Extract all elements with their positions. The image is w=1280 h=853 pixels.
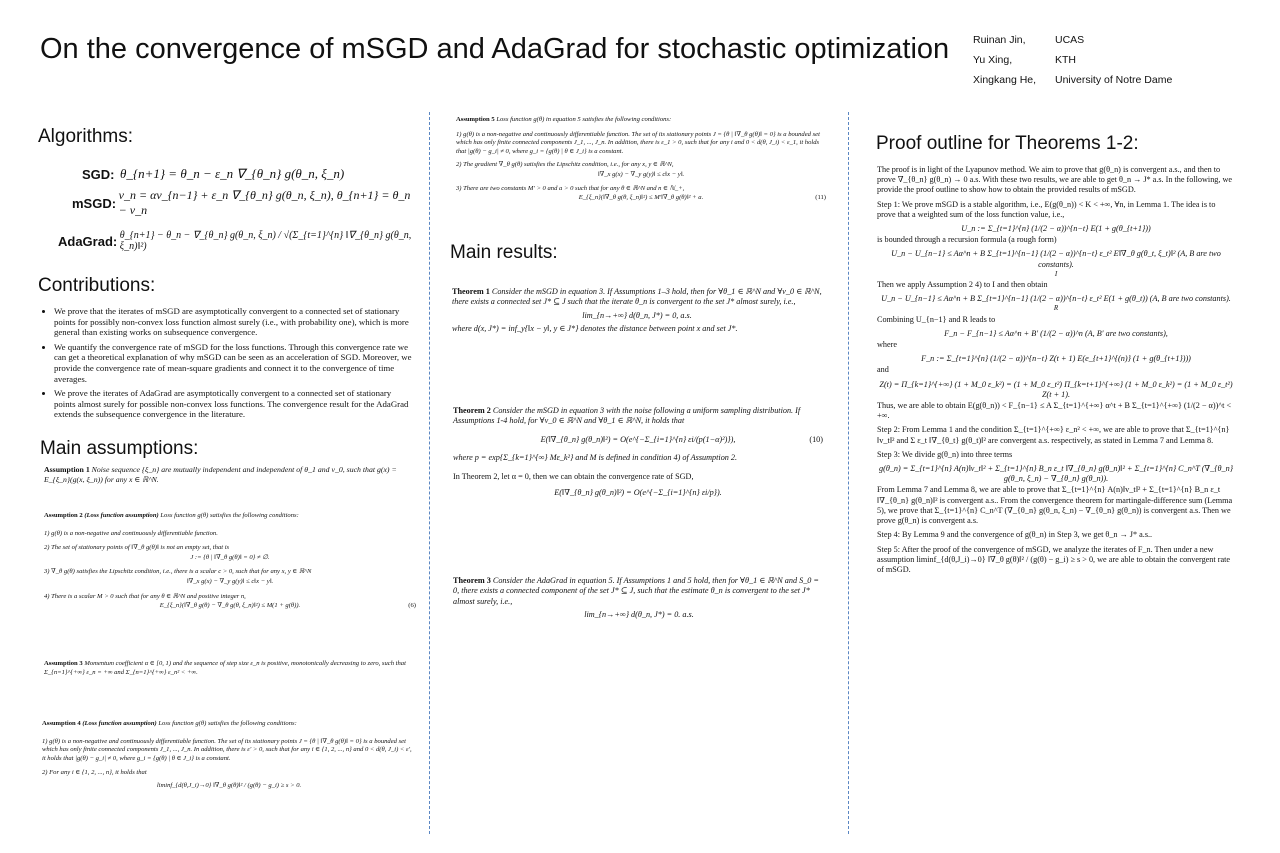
main-results-heading: Main results: <box>450 242 558 263</box>
author-affiliation: KTH <box>1055 54 1076 66</box>
theorem-text: Consider the mSGD in equation 3 with the noise following a uniform sampling distribution. If Assumptions 1-4 hold, for ∀v_0 ∈ ℝ^N and ∀θ_1 ∈ ℝ^N, it holds that <box>453 406 801 426</box>
proof-text: Then we apply Assumption 2 4) to I and then obtain <box>877 280 1048 290</box>
equation-number: (6) <box>408 602 416 610</box>
assumption-3 <box>44 660 416 677</box>
theorem-label: Theorem 3 <box>453 576 491 585</box>
assumption-item: 1) g(θ) is a non-negative and continuously differentiable function. The set of its stationary points J = {θ | ‖∇_θ g(θ)‖ = 0} is a bounded set which has only finite connected components J_1, ..., J_n. In addition, there is ε′ > 0, such that for any i ∈ {1, 2, ..., n} and 0 < d(θ, J_i) < ε′, it holds that |g(θ) − g_i| ≠ 0, where g_i = {g(θ) | θ ∈ J_i} is a constant. <box>42 737 412 762</box>
theorem-text: Consider the AdaGrad in equation 5. If Assumptions 1 and 5 hold, then for ∀θ_1 ∈ ℝ^N and S_0 = 0, there exists a connected component of the set J* ⊆ J, such that the estimate θ_n is convergent to the set J* almost surely, i.e., <box>453 576 819 606</box>
brace-label: R <box>1053 304 1059 313</box>
column-divider <box>848 112 849 834</box>
theorem-note: where d(x, J*) = inf_y{‖x − y‖, y ∈ J*} denotes the distance between point x and set J*. <box>452 324 738 334</box>
assumption-subtitle: (Loss function assumption) <box>82 720 157 727</box>
assumption-2 <box>44 512 416 612</box>
assumption-item: 2) The gradient ∇_θ g(θ) satisfies the Lipschitz condition, i.e., for any x, y ∈ ℝ^N, <box>456 161 674 169</box>
author-name: Ruinan Jin, <box>973 34 1026 46</box>
proof-outline <box>877 165 1235 579</box>
contribution-item: • We quantify the convergence rate of mSGD for the loss functions. Through this convergence rate we can get a theoretical explanation of why mSGD can be seen as an acceleration of SGD. Moreover, we provide the convergence rate of mean-square gradients and connect it to the convergence of time averages. <box>54 342 414 384</box>
theorem-3 <box>453 576 825 624</box>
assumption-equation: J := {θ | ‖∇_θ g(θ)‖ = 0} ≠ ∅. <box>190 553 270 561</box>
equation-number: (10) <box>809 434 823 444</box>
theorem-equation: E(‖∇_{θ_n} g(θ_n)‖²) = O(e^{−Σ_{i=1}^{n} εi/p}). <box>554 488 722 498</box>
algorithm-label: mSGD: <box>72 195 117 211</box>
assumption-1 <box>44 465 416 485</box>
theorem-label: Theorem 1 <box>452 287 490 296</box>
authors-block <box>973 30 1172 90</box>
assumption-equation: ‖∇_x g(x) − ∇_y g(y)‖ ≤ c‖x − y‖. <box>597 170 685 178</box>
algorithm-formula: θ_{n+1} = θ_n − ε_n ∇_{θ_n} g(θ_n, ξ_n) <box>120 166 345 181</box>
assumption-equation-row <box>456 194 826 203</box>
poster-title: On the convergence of mSGD and AdaGrad for stochastic optimization <box>40 33 950 65</box>
proof-heading: Proof outline for Theorems 1-2: <box>876 133 1139 154</box>
proof-equation: Z(t) = Π_{k=1}^{+∞} (1 + M_0 ε_k²) = (1 + M_0 ε_t²) Π_{k=t+1}^{+∞} (1 + M_0 ε_k²) = (1 + M_0 ε_t²) Z(t + 1). <box>879 379 1233 399</box>
theorem-1 <box>452 287 822 335</box>
algorithm-formula: v_n = αv_{n−1} + ε_n ∇_{θ_n} g(θ_n, ξ_n), θ_{n+1} = θ_n − v_n <box>118 188 411 217</box>
contribution-item: • We prove the iterates of AdaGrad are asymptotically convergent to a connected set of stationary points almost surely for possible non-convex loss functions. The convergence result for the AdaGrad extends the subsequence convergence in the literature. <box>54 388 414 420</box>
assumption-text: Momentum coefficient α ∈ [0, 1) and the sequence of step size ε_n is positive, monotonically decreasing to zero, such that Σ_{n=1}^{+∞} ε_n = +∞ and Σ_{n=1}^{+∞} ε_n² < +∞. <box>44 660 406 676</box>
assumption-equation: ‖∇_x g(x) − ∇_y g(y)‖ ≤ c‖x − y‖. <box>186 577 274 585</box>
assumption-label: Assumption 4 <box>42 720 81 727</box>
contributions-heading: Contributions: <box>38 275 156 296</box>
assumptions-heading: Main assumptions: <box>40 438 199 459</box>
proof-step-5: Step 5: After the proof of the convergence of mSGD, we analyze the iterates of F_n. Then under a new assumption liminf_{d(θ,J_i)→0} ‖∇_θ g(θ)‖² / (g(θ) − g_i) ≥ s > 0, we are able to obtain the convergent rate of mSGD. <box>877 544 1230 574</box>
algorithm-label: AdaGrad: <box>58 233 118 249</box>
algorithm-row-msgd <box>72 188 420 217</box>
brace-label: I <box>1054 269 1058 278</box>
proof-text: where <box>877 340 898 350</box>
assumption-item: 3) ∇_θ g(θ) satisfies the Lipschitz condition, i.e., there is a scalar c > 0, such that for any x, y ∈ ℝ^N <box>44 568 312 576</box>
theorem-remark: In Theorem 2, let α = 0, then we can obtain the convergence rate of SGD, <box>453 471 694 481</box>
algorithms-heading: Algorithms: <box>38 126 134 147</box>
proof-equation: F_n − F_{n−1} ≤ Aα^n + B′ (1/(2 − α))^n (A, B′ are two constants), <box>944 328 1168 338</box>
assumption-text: Noise sequence {ξ_n} are mutually independent and independent of θ_1 and v_0, such that g(x) = E_{ξ_n}(g(x, ξ_n)) for any x ∈ ℝ^N. <box>44 465 397 484</box>
assumption-item: 4) There is a scalar M > 0 such that for any θ ∈ ℝ^N and positive integer n, <box>44 592 246 600</box>
proof-step-4: Step 4: By Lemma 9 and the convergence of g(θ_n) in Step 3, we get θ_n → J* a.s.. <box>877 530 1153 540</box>
assumption-label: Assumption 3 <box>44 660 83 667</box>
theorem-equation: lim_{n→+∞} d(θ_n, J*) = 0, a.s. <box>582 310 692 320</box>
author-affiliation: UCAS <box>1055 34 1085 46</box>
proof-text: is bounded through a recursion formula (a rough form) <box>877 235 1057 245</box>
assumption-equation: E_{ξ_n}(‖∇_θ g(θ, ξ_n)‖²) ≤ M′‖∇_θ g(θ)‖² + a. <box>578 194 704 202</box>
proof-step-2: Step 2: From Lemma 1 and the condition Σ_{t=1}^{+∞} ε_n² < +∞, we are able to prove that Σ_{t=1}^{n} ‖v_t‖² and Σ ε_t ‖∇_{θ_t} g(θ_t)‖² are convergent a.s. respectively, as stated in Lemma 7 and Lemma 8. <box>877 425 1230 445</box>
assumption-item: 3) There are two constants M′ > 0 and a > 0 such that for any θ ∈ ℝ^N and n ∈ ℕ_+, <box>456 184 685 192</box>
assumption-text: Loss function g(θ) in equation 5 satisfies the following conditions: <box>496 116 672 123</box>
assumption-equation-row <box>44 602 416 611</box>
assumption-label: Assumption 1 <box>44 465 90 474</box>
proof-text: Combining U_{n−1} and R leads to <box>877 314 996 324</box>
column-divider <box>429 112 430 834</box>
assumption-label: Assumption 2 <box>44 512 83 519</box>
theorem-equation: lim_{n→+∞} d(θ_n, J*) = 0. a.s. <box>584 610 694 620</box>
assumption-equation: E_{ξ_n}(‖∇_θ g(θ) − ∇_θ g(θ, ξ_n)‖²) ≤ M(1 + g(θ)). <box>159 602 301 610</box>
author-row <box>973 30 1172 50</box>
contribution-item: • We prove that the iterates of mSGD are asymptotically convergent to a connected set of stationary points for possibly non-convex loss function almost surely (i.e., with probability one), which is more general than existing works on subsequence convergence. <box>54 306 414 338</box>
algorithm-list <box>58 164 420 255</box>
algorithm-row-sgd <box>80 164 420 184</box>
assumption-item: 1) g(θ) is a non-negative and continuously differentiable function. <box>44 529 218 537</box>
theorem-2 <box>453 406 823 499</box>
theorem-label: Theorem 2 <box>453 406 491 415</box>
author-name: Xingkang He, <box>973 74 1037 86</box>
theorem-equation: E(‖∇_{θ_n} g(θ_n)‖²) = O(e^{−Σ_{i=1}^{n} εi/(p(1−α)²)}), <box>540 434 736 444</box>
author-row <box>973 50 1172 70</box>
author-affiliation: University of Notre Dame <box>1055 74 1173 86</box>
proof-text: and <box>877 365 889 375</box>
proof-equation: F_n := Σ_{t=1}^{n} (1/(2 − α))^{n−t} Z(t + 1) E(e_{t+1}^{(n)} (1 + g(θ_{t+1}))) <box>921 354 1191 364</box>
assumption-item: 2) The set of stationary points of ‖∇_θ g(θ)‖ is not an empty set, that is <box>44 544 230 552</box>
contributions-list <box>40 306 414 424</box>
equation-number: (11) <box>815 194 826 202</box>
theorem-where: where p = exp{Σ_{k=1}^{∞} Mε_k²} and M is defined in condition 4) of Assumption 2. <box>453 453 738 463</box>
author-name: Yu Xing, <box>973 54 1013 66</box>
proof-text: Thus, we are able to obtain E(g(θ_n)) < F_{n−1} ≤ A Σ_{t=1}^{+∞} α^t + B Σ_{t=1}^{+∞} (1/(2 − α))^t < +∞. <box>877 401 1232 421</box>
proof-text: From Lemma 7 and Lemma 8, we are able to prove that Σ_{t=1}^{n} A(n)‖v_t‖² + Σ_{t=1}^{n} B_n ε_t ‖∇_{θ_n} g(θ_n)‖² is convergent a.s.. From the convergence theorem for martingale-difference sum (Lemma 5), we prove that Σ_{t=1}^{n} C_n^T (∇_{θ_n} g(θ_n, ξ_n) − ∇_{θ_n} g(θ_n)) is convergent a.s. Then we prove g(θ_n) is convergent a.s. <box>877 485 1233 526</box>
theorem-text: Consider the mSGD in equation 3. If Assumptions 1–3 hold, then for ∀θ_1 ∈ ℝ^N and ∀v_0 ∈ ℝ^N, there exists a connected set J* ⊆ J such that the iterate θ_n is convergent to the set J* almost surely, i.e., <box>452 287 822 307</box>
proof-step-1: Step 1: We prove mSGD is a stable algorithm, i.e., E(g(θ_n)) < K < +∞, ∀n, in Lemma 1. The idea is to prove that a weighted sum of the loss function value, i.e., <box>877 199 1216 219</box>
assumption-item: 1) g(θ) is a non-negative and continuously differentiable function. The set of its stationary points J = {θ | ‖∇_θ g(θ)‖ = 0} is a bounded set which has only finite connected components J_1, ..., J_n. In addition, there is ε_1 > 0, such that for any i and 0 < d(θ, J_i) < ε_1, it holds that |g(θ) − g_i| ≠ 0, where g_i = {g(θ) | θ ∈ J_i} is a constant. <box>456 130 820 155</box>
proof-step-3: Step 3: We divide g(θ_n) into three terms <box>877 449 1013 459</box>
proof-equation: g(θ_n) = Σ_{t=1}^{n} A(n)‖v_t‖² + Σ_{t=1}^{n} B_n ε_t ‖∇_{θ_n} g(θ_n)‖² + Σ_{t=1}^{n} C_n^T (∇_{θ_n} g(θ_n, ξ_n) − ∇_{θ_n} g(θ_n)). <box>879 464 1233 484</box>
algorithm-formula: θ_{n+1} − θ_n − ∇_{θ_n} g(θ_n, ξ_n) / √(Σ_{t=1}^{n} ‖∇_{θ_n} g(θ_n, ξ_n)‖²) <box>119 230 412 252</box>
proof-equation: U_n := Σ_{t=1}^{n} (1/(2 − α))^{n−t} E(1 + g(θ_{t+1})) <box>961 224 1151 234</box>
assumption-5 <box>456 116 826 204</box>
proof-equation: U_n − U_{n−1} ≤ Aα^n + B Σ_{t=1}^{n−1} (1/(2 − α))^{n−t} ε_t² E‖∇_θ g(θ_t, ξ_t)‖² (A, B are two constants). <box>891 249 1221 269</box>
algorithm-row-adagrad <box>58 227 420 255</box>
assumption-equation: liminf_{d(θ,J_i)→0} ‖∇_θ g(θ)‖² / (g(θ) − g_i) ≥ s > 0. <box>156 781 302 789</box>
assumption-subtitle: (Loss function assumption) <box>84 512 159 519</box>
assumption-text: Loss function g(θ) satisfies the following conditions: <box>158 720 297 727</box>
theorem-equation-row <box>453 435 823 445</box>
algorithm-label: SGD: <box>82 166 115 182</box>
author-row <box>973 70 1172 90</box>
proof-intro: The proof is in light of the Lyapunov method. We aim to prove that g(θ_n) is convergent a.s., and then to prove ∇_{θ_n} g(θ_n) → 0 a.s. With these two results, we are able to get θ_n → J* a.s. In the following, we provide the proof outline to show how to obtain the provided results of mSGD. <box>877 165 1233 195</box>
assumption-4 <box>42 720 416 792</box>
assumption-text: Loss function g(θ) satisfies the following conditions: <box>160 512 299 519</box>
proof-equation: U_n − U_{n−1} ≤ Aα^n + B Σ_{t=1}^{n−1} (1/(2 − α))^{n−t} ε_t² E(1 + g(θ_t)) (A, B are two constants). <box>881 294 1231 304</box>
assumption-item: 2) For any i ∈ {1, 2, ..., n}, it holds that <box>42 769 147 777</box>
assumption-label: Assumption 5 <box>456 116 495 123</box>
